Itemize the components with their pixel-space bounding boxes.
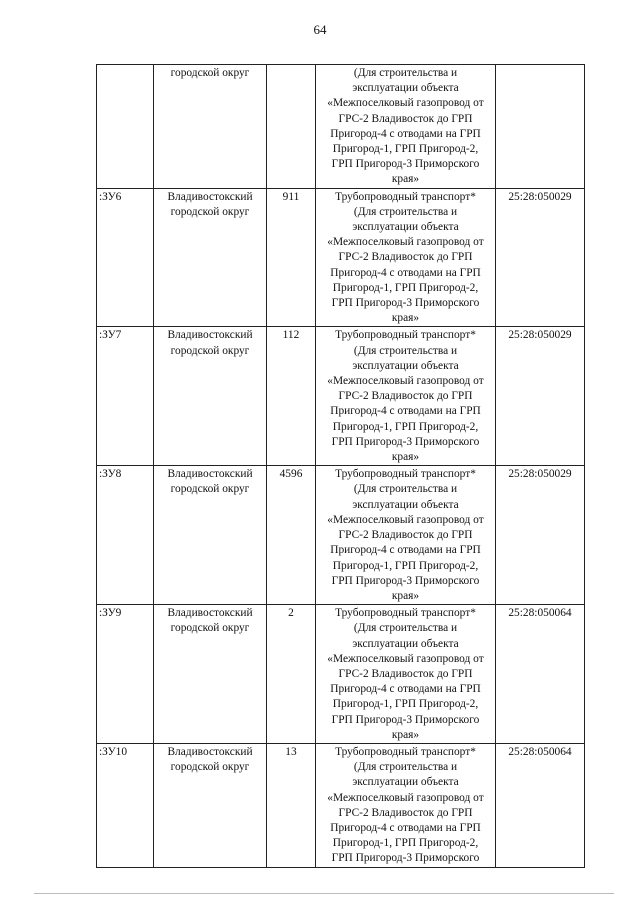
use-line: ГРС-2 Владивосток до ГРП	[338, 112, 473, 125]
plot-id: :ЗУ6	[99, 190, 122, 203]
permitted-use-cell	[316, 327, 496, 466]
area-value: 13	[285, 745, 297, 758]
use-line: Пригород-4 с отводами на ГРП	[330, 544, 481, 557]
district-cell	[154, 466, 267, 605]
cadastral-cell	[496, 65, 585, 189]
use-line: Пригород-4 с отводами на ГРП	[330, 127, 481, 140]
use-line: эксплуатации объекта	[352, 637, 459, 650]
use-line: Пригород-1, ГРП Пригород-2,	[332, 420, 479, 433]
use-line: эксплуатации объекта	[352, 776, 459, 789]
use-line: Пригород-4 с отводами на ГРП	[330, 405, 481, 418]
plot-id: :ЗУ8	[99, 468, 122, 481]
permitted-use-cell	[316, 743, 496, 867]
bottom-divider	[34, 893, 614, 894]
use-line: эксплуатации объекта	[352, 359, 459, 372]
table-row	[97, 65, 585, 189]
use-line: (Для строительства и	[353, 205, 458, 218]
use-line: (Для строительства и	[353, 67, 458, 79]
district-line: городской округ	[170, 344, 250, 357]
use-line: Пригород-1, ГРП Пригород-2,	[332, 698, 479, 711]
use-line: ГРП Пригород-3 Приморского	[331, 574, 480, 587]
plot-id-cell	[97, 327, 154, 466]
plot-id-cell	[97, 605, 154, 744]
use-line: края»	[391, 173, 420, 186]
table-body	[97, 65, 585, 868]
cadastral-number: 25:28:050029	[508, 468, 572, 481]
table-row	[97, 605, 585, 744]
use-line: Трубопроводный транспорт*	[335, 745, 476, 758]
table-row	[97, 188, 585, 327]
use-line: (Для строительства и	[353, 622, 458, 635]
use-line: «Межпоселковый газопровод от	[327, 652, 484, 665]
area-value: 112	[282, 329, 300, 342]
cadastral-number: 25:28:050064	[508, 607, 572, 620]
area-cell	[267, 743, 316, 867]
district-line: городской округ	[170, 205, 250, 218]
use-line: края»	[391, 728, 420, 741]
district-line: городской округ	[170, 67, 250, 79]
use-line: ГРС-2 Владивосток до ГРП	[338, 251, 473, 264]
district-line: Владивостокский	[167, 190, 253, 203]
use-line: эксплуатации объекта	[352, 82, 459, 95]
area-value: 2	[288, 607, 294, 620]
plot-id: :ЗУ9	[99, 607, 122, 620]
use-line: Трубопроводный транспорт*	[335, 329, 476, 342]
permitted-use-cell	[316, 466, 496, 605]
use-line: «Межпоселковый газопровод от	[327, 236, 484, 249]
plot-id-cell	[97, 65, 154, 189]
district-cell	[154, 743, 267, 867]
use-line: (Для строительства и	[353, 761, 458, 774]
district-line: Владивостокский	[167, 745, 253, 758]
permitted-use-cell	[316, 65, 496, 189]
use-line: Пригород-1, ГРП Пригород-2,	[332, 281, 479, 294]
cadastral-number: 25:28:050029	[508, 190, 572, 203]
use-line: (Для строительства и	[353, 344, 458, 357]
use-line: ГРП Пригород-3 Приморского	[331, 713, 480, 726]
cadastral-cell	[496, 605, 585, 744]
district-line: городской округ	[170, 622, 250, 635]
area-value: 4596	[279, 468, 303, 481]
cadastral-cell	[496, 466, 585, 605]
district-cell	[154, 188, 267, 327]
district-line: городской округ	[170, 761, 250, 774]
use-line: ГРС-2 Владивосток до ГРП	[338, 529, 473, 542]
use-line: Пригород-1, ГРП Пригород-2,	[332, 559, 479, 572]
district-line: городской округ	[170, 483, 250, 496]
cadastral-cell	[496, 327, 585, 466]
cadastral-cell	[496, 188, 585, 327]
plot-id-cell	[97, 466, 154, 605]
use-line: ГРП Пригород-3 Приморского	[331, 297, 480, 310]
use-line: Трубопроводный транспорт*	[335, 468, 476, 481]
use-line: «Межпоселковый газопровод от	[327, 375, 484, 388]
land-plot-table	[96, 64, 585, 868]
area-value: 911	[282, 190, 300, 203]
use-line: ГРП Пригород-3 Приморского	[331, 852, 480, 865]
use-line: ГРП Пригород-3 Приморского	[331, 435, 480, 448]
area-cell	[267, 327, 316, 466]
use-line: эксплуатации объекта	[352, 221, 459, 234]
plot-id: :ЗУ10	[99, 745, 128, 758]
district-cell	[154, 605, 267, 744]
use-line: Пригород-4 с отводами на ГРП	[330, 266, 481, 279]
use-line: Пригород-4 с отводами на ГРП	[330, 683, 481, 696]
use-line: Пригород-1, ГРП Пригород-2,	[332, 837, 479, 850]
use-line: края»	[391, 451, 420, 464]
district-line: Владивостокский	[167, 607, 253, 620]
district-cell	[154, 327, 267, 466]
use-line: «Межпоселковый газопровод от	[327, 791, 484, 804]
use-line: Трубопроводный транспорт*	[335, 190, 476, 203]
table-row	[97, 466, 585, 605]
permitted-use-cell	[316, 605, 496, 744]
use-line: края»	[391, 589, 420, 602]
district-line: Владивостокский	[167, 329, 253, 342]
area-cell	[267, 65, 316, 189]
page-number: 64	[313, 22, 327, 37]
use-line: эксплуатации объекта	[352, 498, 459, 511]
use-line: ГРП Пригород-3 Приморского	[331, 158, 480, 171]
cadastral-number: 25:28:050064	[508, 745, 572, 758]
cadastral-cell	[496, 743, 585, 867]
use-line: Пригород-4 с отводами на ГРП	[330, 821, 481, 834]
district-line: Владивостокский	[167, 468, 253, 481]
area-cell	[267, 466, 316, 605]
use-line: «Межпоселковый газопровод от	[327, 97, 484, 110]
use-line: «Межпоселковый газопровод от	[327, 513, 484, 526]
cadastral-number: 25:28:050029	[508, 329, 572, 342]
use-line: ГРС-2 Владивосток до ГРП	[338, 806, 473, 819]
plot-id: :ЗУ7	[99, 329, 122, 342]
permitted-use-cell	[316, 188, 496, 327]
use-line: Трубопроводный транспорт*	[335, 607, 476, 620]
area-cell	[267, 188, 316, 327]
table-row	[97, 327, 585, 466]
area-cell	[267, 605, 316, 744]
use-line: Пригород-1, ГРП Пригород-2,	[332, 143, 479, 156]
plot-id-cell	[97, 743, 154, 867]
use-line: (Для строительства и	[353, 483, 458, 496]
table-row	[97, 743, 585, 867]
district-cell	[154, 65, 267, 189]
use-line: ГРС-2 Владивосток до ГРП	[338, 390, 473, 403]
plot-id-cell	[97, 188, 154, 327]
use-line: края»	[391, 312, 420, 325]
use-line: ГРС-2 Владивосток до ГРП	[338, 667, 473, 680]
